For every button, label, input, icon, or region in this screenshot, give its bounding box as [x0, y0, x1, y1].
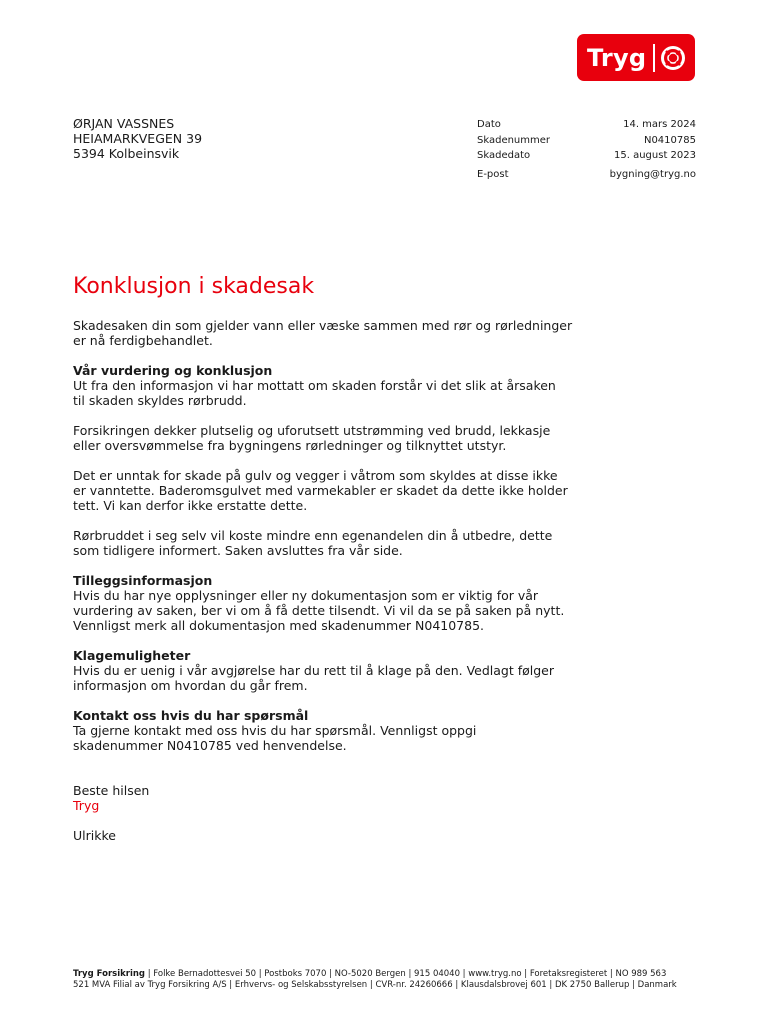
signature-block — [73, 783, 149, 843]
meta-row-email — [477, 167, 696, 183]
recipient-city: 5394 Kolbeinsvik — [73, 146, 180, 161]
footer-line-1-rest: | Folke Bernadottesvei 50 | Postboks 7070 | NO-5020 Bergen | 915 04040 | www.tryg.no | Foretaksregisteret | NO 989 563 — [145, 969, 667, 979]
meta-label: Dato — [477, 119, 501, 130]
paragraph: Hvis du har nye opplysninger eller ny dokumentasjon som er viktig for vår vurdering av saken, ber vi om å få dette tilsendt. Vi vil da se på saken på nytt. Vennligst merk all dokumentasjon med skadenummer N0410785. — [73, 588, 565, 633]
section-heading-kontakt: Kontakt oss hvis du har spørsmål — [73, 708, 309, 723]
signature-company: Tryg — [73, 798, 100, 813]
section-heading-klage: Klagemuligheter — [73, 648, 191, 663]
intro-paragraph: Skadesaken din som gjelder vann eller væske sammen med rør og rørledninger er nå ferdigbehandlet. — [73, 318, 573, 348]
letter-title: Konklusjon i skadesak — [73, 274, 315, 299]
tryg-logo — [577, 34, 695, 81]
paragraph: Forsikringen dekker plutselig og uforutsett utstrømming ved brudd, lekkasje eller oversvømmelse fra bygningens rørledninger og tilknyttet utstyr. — [73, 423, 551, 453]
page-footer — [73, 969, 713, 991]
greeting: Beste hilsen — [73, 783, 150, 798]
footer-line-2: 521 MVA Filial av Tryg Forsikring A/S | Erhvervs- og Selskabsstyrelsen | CVR-nr. 24260666 | Klausdalsbrovej 601 | DK 2750 Ballerup | Danmark — [73, 980, 677, 990]
recipient-address — [73, 116, 202, 161]
meta-value: N0410785 — [643, 134, 696, 146]
meta-row-damage-date — [477, 148, 696, 164]
logo-divider — [653, 44, 655, 72]
paragraph: Rørbruddet i seg selv vil koste mindre enn egenandelen din å utbedre, dette som tidligere informert. Saken avsluttes fra vår side. — [73, 528, 553, 558]
meta-row-claim-number — [477, 133, 696, 149]
letter-meta — [477, 117, 696, 182]
footer-line-1 — [73, 969, 713, 980]
section-heading-vurdering: Vår vurdering og konklusjon — [73, 363, 273, 378]
letter-body — [73, 318, 593, 753]
recipient-name: ØRJAN VASSNES — [73, 116, 175, 131]
section-heading-tillegg: Tilleggsinformasjon — [73, 573, 213, 588]
meta-label: Skadedato — [477, 150, 531, 161]
signature-name: Ulrikke — [73, 828, 116, 843]
meta-label: Skadenummer — [477, 134, 551, 146]
meta-row-date — [477, 117, 696, 133]
paragraph: Det er unntak for skade på gulv og vegger i våtrom som skyldes at disse ikke er vanntette. Baderomsgulvet med varmekabler er skadet da dette ikke holder tett. Vi kan derfor ikke erstatte dette. — [73, 468, 568, 513]
recipient-street: HEIAMARKVEGEN 39 — [73, 131, 203, 146]
lifebuoy-icon — [660, 45, 686, 71]
footer-company: Tryg Forsikring — [73, 969, 146, 979]
paragraph: Ta gjerne kontakt med oss hvis du har spørsmål. Vennligst oppgi skadenummer N0410785 ved henvendelse. — [73, 723, 477, 753]
meta-value: 15. august 2023 — [614, 150, 696, 161]
logo-text: Tryg — [587, 43, 647, 72]
paragraph: Hvis du er uenig i vår avgjørelse har du rett til å klage på den. Vedlagt følger informasjon om hvordan du går frem. — [73, 663, 555, 693]
meta-value: bygning@tryg.no — [609, 168, 696, 180]
meta-label: E-post — [477, 168, 509, 180]
paragraph: Ut fra den informasjon vi har mottatt om skaden forstår vi det slik at årsaken til skaden skyldes rørbrudd. — [73, 378, 556, 408]
meta-value: 14. mars 2024 — [623, 119, 696, 130]
